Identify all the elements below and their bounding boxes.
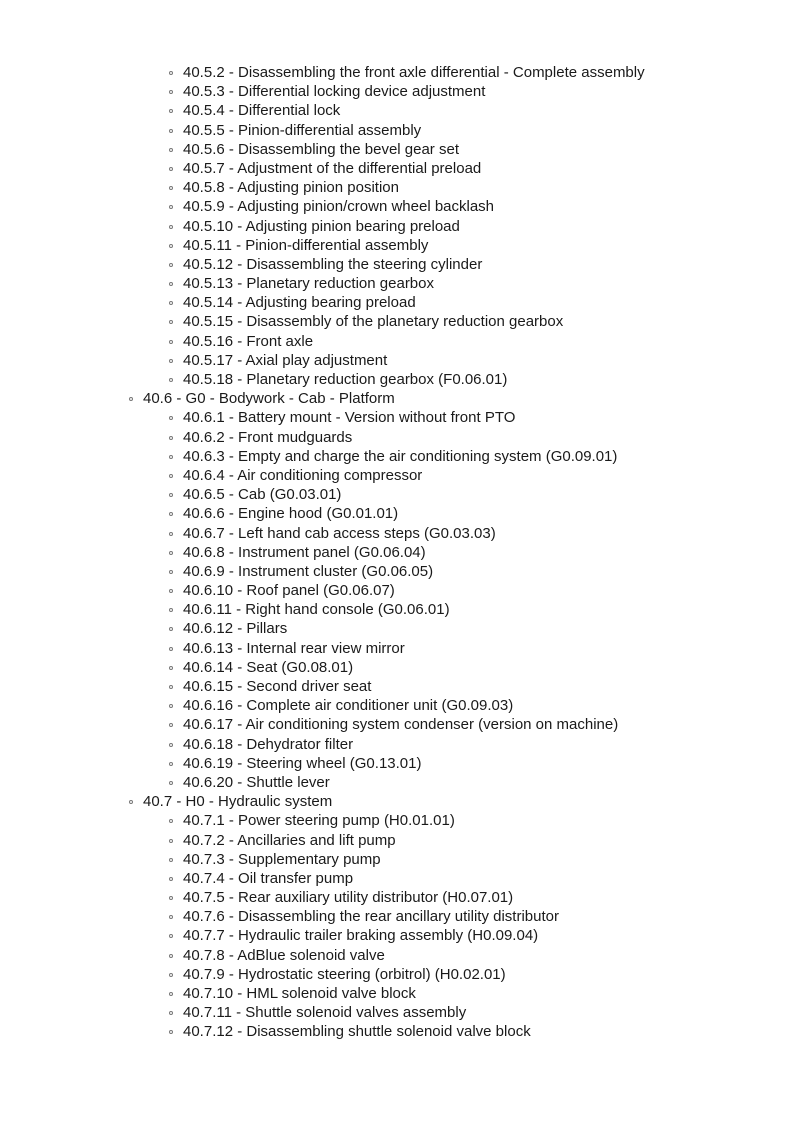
toc-section-heading[interactable]	[0, 792, 794, 811]
bullet-icon	[169, 320, 173, 324]
bullet-icon	[169, 743, 173, 747]
toc-subentry[interactable]	[0, 811, 794, 830]
toc-subentry[interactable]	[0, 984, 794, 1003]
toc-subentry[interactable]	[0, 907, 794, 926]
bullet-icon	[169, 819, 173, 823]
toc-entry-label[interactable]: 40.6.20 - Shuttle lever	[183, 773, 330, 791]
toc-subentry[interactable]	[0, 946, 794, 965]
toc-entry-label[interactable]: 40.6.1 - Battery mount - Version without front PTO	[183, 409, 516, 427]
toc-entry-label[interactable]: 40.6.18 - Dehydrator filter	[183, 735, 354, 753]
bullet-icon	[169, 858, 173, 862]
toc-subentry[interactable]	[0, 140, 794, 159]
toc-entry-label[interactable]: 40.5.15 - Disassembly of the planetary reduction gearbox	[183, 313, 564, 331]
bullet-icon	[169, 416, 173, 420]
toc-entry-label[interactable]: 40.6.16 - Complete air conditioner unit (G0.09.03)	[183, 697, 514, 715]
bullet-icon	[169, 992, 173, 996]
bullet-icon	[169, 205, 173, 209]
bullet-icon	[169, 570, 173, 574]
bullet-icon	[169, 877, 173, 881]
toc-entry-label[interactable]: 40.6.6 - Engine hood (G0.01.01)	[183, 505, 399, 523]
bullet-icon	[129, 800, 133, 804]
bullet-icon	[169, 301, 173, 305]
toc-subentry[interactable]	[0, 274, 794, 293]
toc-subentry[interactable]	[0, 408, 794, 427]
bullet-icon	[169, 340, 173, 344]
bullet-icon	[169, 71, 173, 75]
toc-subentry[interactable]	[0, 504, 794, 523]
bullet-icon	[169, 954, 173, 958]
bullet-icon	[169, 551, 173, 555]
toc-subentry[interactable]	[0, 543, 794, 562]
toc-subentry[interactable]	[0, 888, 794, 907]
toc-entry-label[interactable]: 40.7.9 - Hydrostatic steering (orbitrol) (H0.02.01)	[183, 965, 506, 983]
bullet-icon	[169, 186, 173, 190]
toc-subentry[interactable]	[0, 677, 794, 696]
bullet-icon	[169, 973, 173, 977]
bullet-icon	[169, 90, 173, 94]
toc-subentry[interactable]	[0, 600, 794, 619]
bullet-icon	[169, 455, 173, 459]
toc-subentry[interactable]	[0, 466, 794, 485]
toc-subentry[interactable]	[0, 754, 794, 773]
bullet-icon	[169, 896, 173, 900]
toc-entry-label[interactable]: 40.5.16 - Front axle	[183, 332, 314, 350]
toc-entry-label[interactable]: 40.6 - G0 - Bodywork - Cab - Platform	[143, 390, 395, 408]
toc-entry-label[interactable]: 40.6.2 - Front mudguards	[183, 428, 353, 446]
toc-subentry[interactable]	[0, 773, 794, 792]
bullet-icon	[169, 608, 173, 612]
toc-entry-label[interactable]: 40.6.7 - Left hand cab access steps (G0.03.03)	[183, 524, 496, 542]
toc-entry-label[interactable]: 40.5.8 - Adjusting pinion position	[183, 179, 399, 197]
document-page	[0, 63, 794, 1042]
toc-entry-label[interactable]: 40.7.7 - Hydraulic trailer braking assembly (H0.09.04)	[183, 927, 539, 945]
toc-entry-label[interactable]: 40.6.9 - Instrument cluster (G0.06.05)	[183, 562, 434, 580]
bullet-icon	[169, 493, 173, 497]
toc-subentry[interactable]	[0, 217, 794, 236]
toc-entry-label[interactable]: 40.5.10 - Adjusting pinion bearing preload	[183, 217, 460, 235]
toc-entry-label[interactable]: 40.6.17 - Air conditioning system condenser (version on machine)	[183, 716, 619, 734]
toc-subentry[interactable]	[0, 831, 794, 850]
bullet-icon	[129, 397, 133, 401]
toc-entry-label[interactable]: 40.5.17 - Axial play adjustment	[183, 351, 388, 369]
toc-entry-label[interactable]: 40.6.11 - Right hand console (G0.06.01)	[183, 601, 450, 619]
toc-subentry[interactable]	[0, 293, 794, 312]
toc-entry-label[interactable]: 40.5.18 - Planetary reduction gearbox (F0.06.01)	[183, 371, 508, 388]
toc-entry-label[interactable]: 40.5.7 - Adjustment of the differential preload	[183, 159, 482, 177]
toc-entry-label[interactable]: 40.7.6 - Disassembling the rear ancillary utility distributor	[183, 908, 559, 926]
bullet-icon	[169, 762, 173, 766]
bullet-icon	[169, 627, 173, 631]
bullet-icon	[169, 666, 173, 670]
bullet-icon	[169, 532, 173, 536]
toc-entry-label[interactable]: 40.5.2 - Disassembling the front axle differential - Complete assembly	[183, 64, 645, 81]
toc-subentry[interactable]	[0, 850, 794, 869]
toc-entry-label[interactable]: 40.6.4 - Air conditioning compressor	[183, 466, 423, 484]
bullet-icon	[169, 589, 173, 593]
toc-subentry[interactable]	[0, 619, 794, 638]
toc-entry-label[interactable]: 40.5.12 - Disassembling the steering cylinder	[183, 255, 483, 273]
bullet-icon	[169, 474, 173, 478]
toc-entry-label[interactable]: 40.7.11 - Shuttle solenoid valves assembly	[183, 1004, 467, 1022]
toc-entry-label[interactable]: 40.5.3 - Differential locking device adjustment	[183, 83, 486, 101]
toc-entry-label[interactable]: 40.5.11 - Pinion-differential assembly	[183, 236, 429, 254]
toc-subentry[interactable]	[0, 715, 794, 734]
toc-subentry[interactable]	[0, 639, 794, 658]
toc-section-heading[interactable]	[0, 389, 794, 408]
toc-entry-label[interactable]: 40.5.9 - Adjusting pinion/crown wheel backlash	[183, 198, 495, 216]
toc-subentry[interactable]	[0, 159, 794, 178]
toc-subentry[interactable]	[0, 332, 794, 351]
toc-entry-label[interactable]: 40.7 - H0 - Hydraulic system	[143, 793, 333, 811]
bullet-icon	[169, 148, 173, 152]
bullet-icon	[169, 436, 173, 440]
toc-subentry[interactable]	[0, 869, 794, 888]
toc-subentry[interactable]	[0, 351, 794, 370]
bullet-icon	[169, 781, 173, 785]
toc-subentry[interactable]	[0, 312, 794, 331]
bullet-icon	[169, 1030, 173, 1034]
bullet-icon	[169, 167, 173, 171]
toc-entry-label[interactable]: 40.7.4 - Oil transfer pump	[183, 869, 354, 887]
toc-subentry[interactable]	[0, 926, 794, 945]
toc-entry-label[interactable]: 40.5.14 - Adjusting bearing preload	[183, 294, 416, 312]
toc-subentry[interactable]	[0, 1003, 794, 1022]
bullet-icon	[169, 129, 173, 133]
toc-subentry[interactable]	[0, 735, 794, 754]
bullet-icon	[169, 282, 173, 286]
bullet-icon	[169, 647, 173, 651]
toc-entry-label[interactable]: 40.7.2 - Ancillaries and lift pump	[183, 831, 396, 849]
bullet-icon	[169, 685, 173, 689]
toc-subentry[interactable]	[0, 447, 794, 466]
toc-subentry[interactable]	[0, 562, 794, 581]
toc-entry-label[interactable]: 40.5.4 - Differential lock	[183, 102, 341, 120]
toc-entry-label[interactable]: 40.6.8 - Instrument panel (G0.06.04)	[183, 543, 426, 561]
toc-entry-label[interactable]: 40.6.12 - Pillars	[183, 620, 288, 638]
toc-entry-label[interactable]: 40.6.10 - Roof panel (G0.06.07)	[183, 582, 395, 600]
toc-entry-label[interactable]: 40.7.12 - Disassembling shuttle solenoid valve block	[183, 1023, 531, 1041]
bullet-icon	[169, 839, 173, 843]
toc-entry-label[interactable]: 40.7.10 - HML solenoid valve block	[183, 985, 416, 1002]
toc-entry-label[interactable]: 40.5.5 - Pinion-differential assembly	[183, 121, 422, 139]
toc-subentry[interactable]	[0, 696, 794, 715]
toc-entry-label[interactable]: 40.6.14 - Seat (G0.08.01)	[183, 658, 354, 676]
toc-subentry[interactable]	[0, 63, 794, 82]
bullet-icon	[169, 263, 173, 267]
bullet-icon	[169, 378, 173, 382]
bullet-icon	[169, 915, 173, 919]
toc-entry-label[interactable]: 40.6.15 - Second driver seat	[183, 678, 372, 695]
bullet-icon	[169, 109, 173, 113]
toc-entry-label[interactable]: 40.6.19 - Steering wheel (G0.13.01)	[183, 754, 422, 772]
toc-entry-label[interactable]: 40.7.1 - Power steering pump (H0.01.01)	[183, 812, 455, 830]
bullet-icon	[169, 723, 173, 727]
toc-subentry[interactable]	[0, 524, 794, 543]
toc-subentry[interactable]	[0, 236, 794, 255]
bullet-icon	[169, 244, 173, 248]
toc-subentry[interactable]	[0, 197, 794, 216]
toc-subentry[interactable]	[0, 255, 794, 274]
bullet-icon	[169, 512, 173, 516]
toc-subentry[interactable]	[0, 485, 794, 504]
toc-subentry[interactable]	[0, 658, 794, 677]
bullet-icon	[169, 704, 173, 708]
toc-subentry[interactable]	[0, 370, 794, 389]
toc-subentry[interactable]	[0, 1022, 794, 1041]
toc-entry-label[interactable]: 40.6.13 - Internal rear view mirror	[183, 639, 405, 657]
bullet-icon	[169, 1011, 173, 1015]
toc-entry-label[interactable]: 40.6.5 - Cab (G0.03.01)	[183, 486, 342, 504]
toc-entry-label[interactable]: 40.6.3 - Empty and charge the air conditioning system (G0.09.01)	[183, 447, 618, 465]
toc-entry-label[interactable]: 40.5.13 - Planetary reduction gearbox	[183, 275, 434, 293]
toc-subentry[interactable]	[0, 965, 794, 984]
toc-entry-label[interactable]: 40.7.3 - Supplementary pump	[183, 850, 381, 868]
table-of-contents	[0, 63, 794, 1042]
toc-entry-label[interactable]: 40.5.6 - Disassembling the bevel gear set	[183, 140, 459, 158]
bullet-icon	[169, 359, 173, 363]
toc-subentry[interactable]	[0, 581, 794, 600]
bullet-icon	[169, 934, 173, 938]
toc-subentry[interactable]	[0, 428, 794, 447]
bullet-icon	[169, 225, 173, 229]
toc-entry-label[interactable]: 40.7.8 - AdBlue solenoid valve	[183, 946, 385, 964]
toc-subentry[interactable]	[0, 82, 794, 101]
toc-subentry[interactable]	[0, 178, 794, 197]
toc-subentry[interactable]	[0, 101, 794, 120]
toc-entry-label[interactable]: 40.7.5 - Rear auxiliary utility distributor (H0.07.01)	[183, 889, 514, 907]
toc-subentry[interactable]	[0, 121, 794, 140]
